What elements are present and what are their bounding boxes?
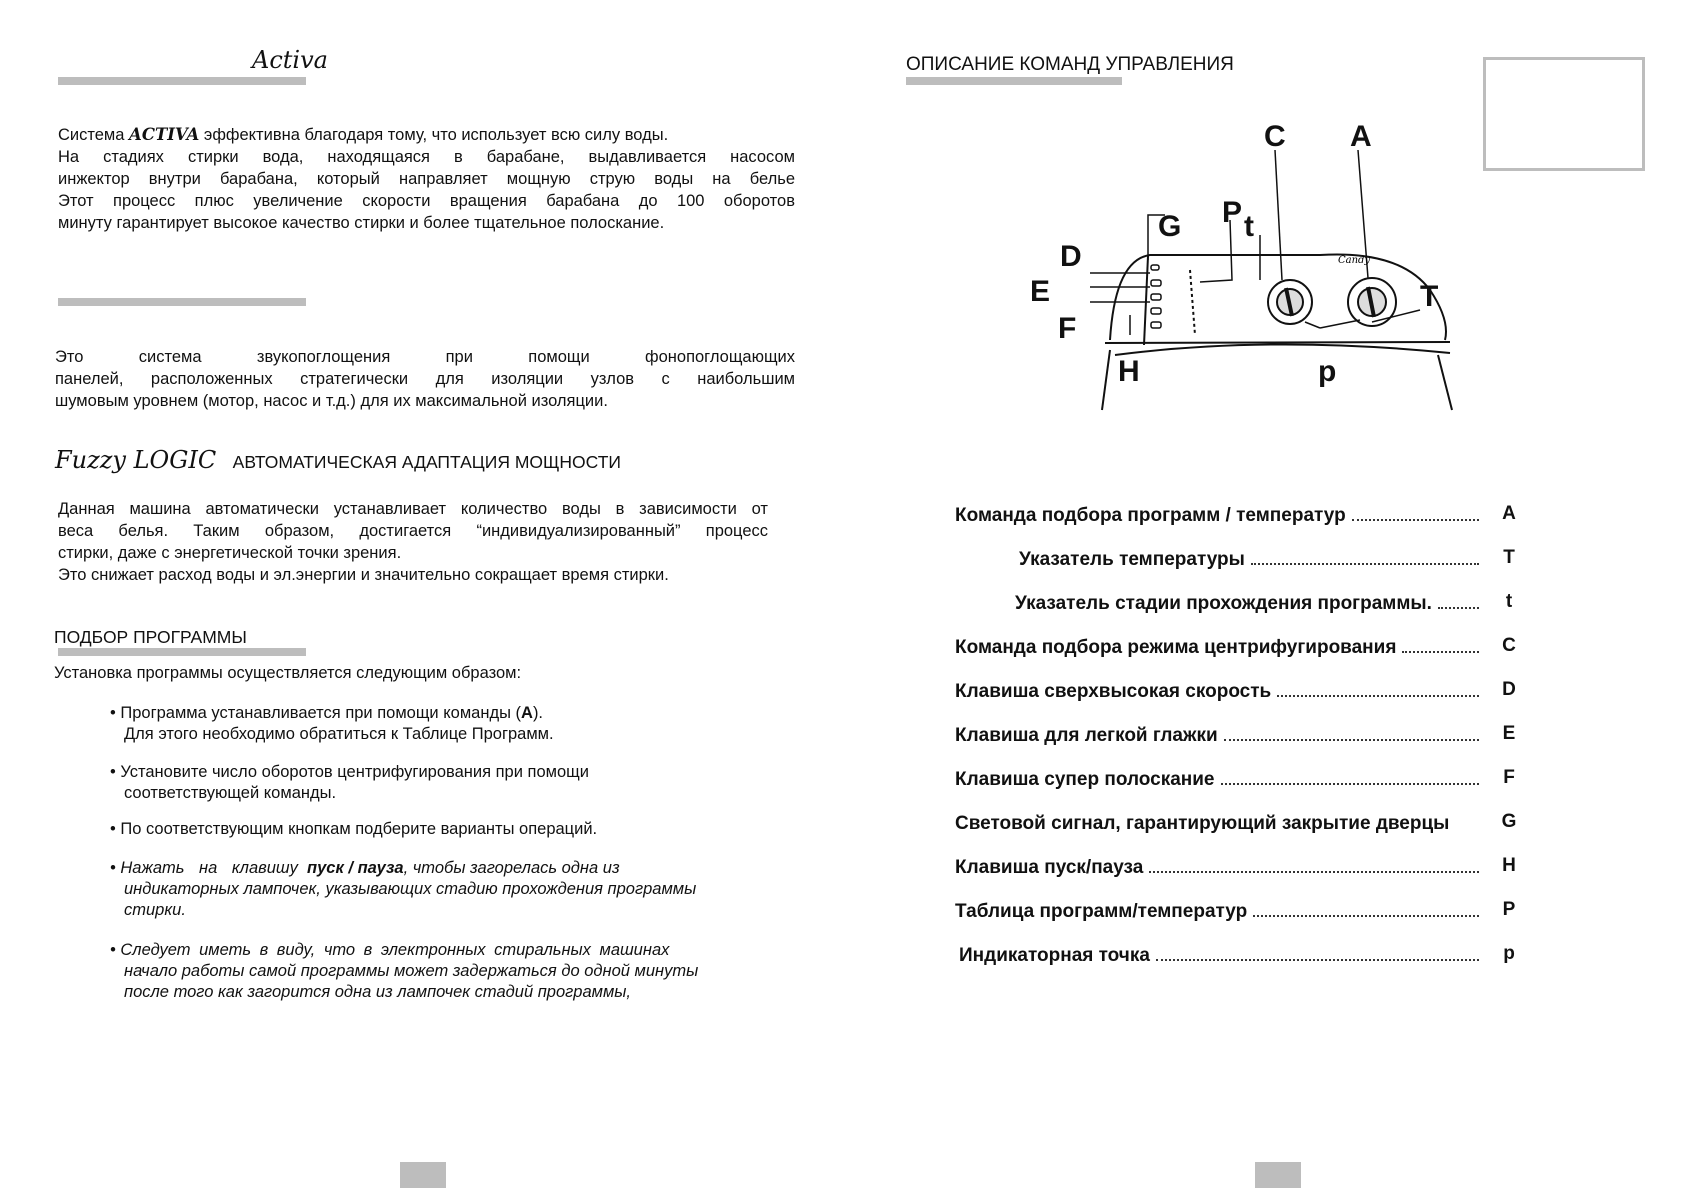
activa-prefix: Система [58,126,125,144]
diagram-label-h: H [1118,355,1140,388]
diagram-label-p-upper: P [1222,196,1243,229]
legend-row: Указатель стадии прохождения программы. [955,591,1485,615]
legend-key: T [1503,547,1515,568]
diagram-label-e: E [1030,275,1051,308]
control-panel-diagram [1020,110,1500,420]
legend-key: D [1502,679,1516,700]
page-title: ОПИСАНИЕ КОМАНД УПРАВЛЕНИЯ [906,54,1234,75]
bullet-item: • Установите число оборотов центрифугирования при помощи соответствующей команды. [110,763,589,802]
diagram-label-g: G [1158,210,1182,243]
text-line: На стадиях стирки вода, находящаяся в барабане, выдавливается насосом [58,148,795,166]
activa-brand: ACTIVA [129,125,200,144]
fuzzy-heading-row [55,446,621,474]
activa-logo: Activa [252,46,328,74]
brand-logo: Candy [1338,255,1371,266]
fuzzy-logic-logo: Fuzzy LOGIC [55,446,217,474]
page-number-box [400,1162,446,1188]
text-line: Этот процесс плюс увеличение скорости вращения барабана до 100 оборотов [58,192,795,210]
text-line: инжектор внутри барабана, который направляет мощную струю воды на белье [58,170,795,188]
diagram-label-t-lower: t [1244,210,1254,243]
legend-key: E [1502,723,1516,744]
panel-base-top [1105,342,1450,343]
divider-bar [58,77,306,85]
bullet-item: • Нажать на клавишу пуск / пауза, чтобы загорелась одна из индикаторных лампочек, указывающих стадию прохождения программы стирки. [110,859,697,919]
diagram-label-c: C [1264,120,1286,153]
fuzzy-heading: АВТОМАТИЧЕСКАЯ АДАПТАЦИЯ МОЩНОСТИ [232,452,621,472]
bullet-item: • Следует иметь в виду, что в электронных стиральных машинах начало работы самой программы может задержаться до одной минуты после того как загорится одна из лампочек стадий программы, [110,941,699,1001]
button-d [1151,280,1161,286]
legend-key: F [1503,767,1515,788]
legend-key: G [1501,811,1517,832]
cabinet-left-side [1102,350,1110,410]
text-line: шумовым уровнем (мотор, насос и т.д.) для их максимальной изоляции. [55,392,608,410]
text-line: веса белья. Таким образом, достигается “индивидуализированный” процесс [58,522,768,540]
corner-box [1483,57,1645,171]
cabinet-right-side [1438,355,1452,410]
legend-key: H [1502,855,1516,876]
text-line: стирки, даже с энергетической точки зрения. [58,544,402,562]
legend-row: Клавиша для легкой глажки [955,723,1485,747]
text-line: минуту гарантирует высокое качество стирки и более тщательное полоскание. [58,214,665,232]
text-line: панелей, расположенных стратегически для изоляции узлов с наибольшим [55,370,795,388]
legend-row: Таблица программ/температур [955,899,1485,923]
program-heading: ПОДБОР ПРОГРАММЫ [54,627,247,647]
button-h [1151,322,1161,328]
legend-row: Клавиша супер полоскание [955,767,1485,791]
legend-row: Световой сигнал, гарантирующий закрытие дверцы [955,813,1450,834]
text-line: Это снижает расход воды и эл.энергии и значительно сокращает время стирки. [58,566,669,584]
diagram-label-f: F [1058,312,1077,345]
button-e [1151,294,1161,300]
activa-line1-rest: эффективна благодаря тому, что использует всю силу воды. [203,126,669,144]
divider-bar [58,648,306,656]
legend-key: P [1502,899,1516,920]
diagram-label-a: A [1350,120,1372,153]
legend-key: C [1502,635,1516,656]
button-led-g [1151,265,1159,270]
bullet-item: • Программа устанавливается при помощи команды (A). Для этого необходимо обратиться к Таблице Программ. [110,704,554,743]
text-line: Данная машина автоматически устанавливает количество воды в зависимости от [58,500,768,518]
door-lock-strip [1144,256,1148,345]
legend-key: A [1502,503,1516,524]
activa-paragraph [58,124,795,234]
legend-row: Команда подбора программ / температур [955,503,1485,527]
legend-row: Указатель температуры [955,547,1485,571]
divider-bar [906,77,1122,85]
diagram-label-p-lower: p [1318,355,1337,388]
fuzzy-paragraph [58,498,768,586]
button-f [1151,308,1161,314]
legend-row: Клавиша пуск/пауза [955,855,1485,879]
panel-base-bottom [1115,344,1450,355]
legend-key: p [1503,943,1515,964]
text-line: Это система звукопоглощения при помощи фонопоглощающих [55,348,795,366]
legend-row: Клавиша сверхвысокая скорость [955,679,1485,703]
legend-row: Команда подбора режима центрифугирования [955,635,1485,659]
program-intro: Установка программы осуществляется следующим образом: [54,664,522,682]
legend-key: t [1505,591,1513,612]
noise-paragraph [55,346,795,412]
diagram-label-d: D [1060,240,1082,273]
divider-bar [58,298,306,306]
diagram-label-t-upper: T [1420,280,1439,313]
program-table-area [1190,270,1195,335]
bullet-item: • По соответствующим кнопкам подберите варианты операций. [110,820,598,838]
legend-row: Индикаторная точка [955,943,1485,967]
page-number-box [1255,1162,1301,1188]
